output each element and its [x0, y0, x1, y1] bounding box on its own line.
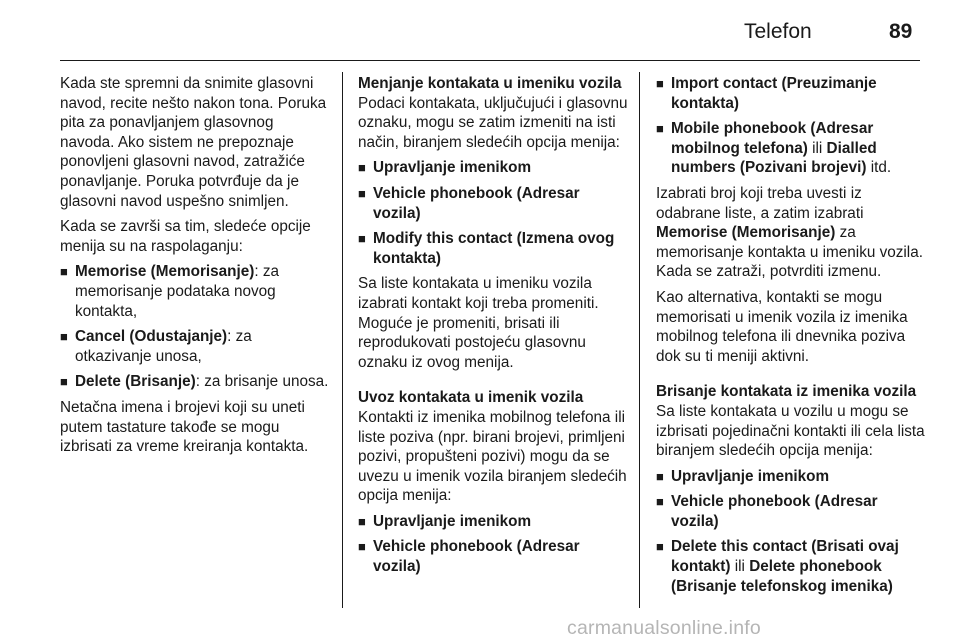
list-item: ■ Upravljanje imenikom	[656, 467, 830, 485]
spacer	[656, 372, 926, 382]
bullet-list	[358, 158, 630, 268]
column-divider-1	[342, 72, 343, 608]
watermark: carmanualsonline.info	[567, 617, 761, 639]
spacer	[358, 378, 630, 388]
bullet-list	[656, 74, 926, 178]
paragraph: Kada se završi sa tim, sledeće opcije menija su na raspolaganju:	[60, 218, 311, 255]
list-item: ■ Upravljanje imenikom	[358, 159, 532, 177]
page-number: 89	[889, 20, 913, 43]
paragraph: Sa liste kontakata u imeniku vozila izabrati kontakt koji treba promeniti. Moguće je promeniti, brisati ili reprodukovati postojeću glasovnu oznaku iz ovog menija.	[358, 275, 599, 371]
paragraph: Kontakti iz imenika mobilnog telefona ili liste poziva (npr. birani brojevi, primljeni pozivi, propušteni pozivi) mogu da se uvezu u imenik vozila biranjem sledećih opcija menija:	[358, 408, 627, 505]
paragraph: Podaci kontakata, uključujući i glasovnu oznaku, mogu se zatim izmeniti na isti način, biranjem sledećih opcija menija:	[358, 94, 628, 151]
bullet-icon: ■	[358, 513, 366, 529]
header-rule	[60, 60, 920, 61]
bullet-list	[60, 262, 332, 392]
bullet-list	[358, 512, 630, 577]
list-item: ■ Mobile phonebook (Adresar mobilnog telefona) ili Dialled numbers (Pozivani brojevi) itd.	[656, 120, 892, 177]
bullet-icon: ■	[656, 539, 664, 555]
list-item: ■ Cancel (Odustajanje): za otkazivanje unosa,	[60, 328, 252, 365]
bullet-icon: ■	[656, 76, 664, 91]
column-1	[60, 74, 332, 463]
bullet-icon: ■	[358, 160, 366, 176]
list-item: ■ Modify this contact (Izmena ovog kontakta)	[358, 230, 615, 267]
bullet-list	[656, 467, 926, 597]
list-item: ■ Vehicle phonebook (Adresar vozila)	[656, 493, 878, 530]
section-heading: Uvoz kontakata u imenik vozila	[358, 389, 584, 407]
column-2	[358, 74, 630, 583]
bullet-icon: ■	[358, 539, 366, 555]
bullet-icon: ■	[656, 468, 664, 484]
column-3	[656, 74, 926, 602]
list-item: ■ Upravljanje imenikom	[358, 512, 532, 530]
list-item: ■ Delete (Brisanje): za brisanje unosa.	[60, 373, 329, 391]
column-divider-2	[639, 72, 640, 608]
paragraph: Izabrati broj koji treba uvesti iz odabrane liste, a zatim izabrati Memorise (Memorisanje) za memorisanje kontakta u imeniku vozila. Kada se zatraži, potvrditi izmenu.	[656, 184, 923, 281]
list-item: ■ Vehicle phonebook (Adresar vozila)	[358, 184, 580, 222]
section-heading: Brisanje kontakata iz imenika vozila	[656, 383, 917, 401]
list-item: ■ Vehicle phonebook (Adresar vozila)	[358, 538, 580, 576]
bullet-icon: ■	[358, 185, 366, 201]
section-heading: Menjanje kontakata u imeniku vozila	[358, 75, 622, 92]
page-header	[0, 14, 960, 54]
bullet-icon: ■	[60, 329, 68, 345]
paragraph: Sa liste kontakata u vozilu u mogu se izbrisati pojedinačni kontakti ili cela lista biranjem sledećih opcija menija:	[656, 402, 925, 460]
list-item: ■ Import contact (Preuzimanje kontakta)	[656, 75, 877, 112]
bullet-icon: ■	[656, 121, 664, 137]
paragraph: Netačna imena i brojevi koji su uneti putem tastature takođe se mogu izbrisati za vreme kreiranja kontakta.	[60, 398, 309, 456]
paragraph: Kada ste spremni da snimite glasovni navod, recite nešto nakon tona. Poruka pita za ponavljanjem glasovnog navoda. Ako sistem ne prepoznaje ponovljeni glasovni navod, zatražiće ponavljanje. Poruka potvrđuje da je glasovni navod uspešno snimljen.	[60, 75, 327, 210]
page-title: Telefon	[744, 20, 812, 43]
list-item: ■ Memorise (Memorisanje): za memorisanje podataka novog kontakta,	[60, 263, 280, 320]
paragraph: Kao alternativa, kontakti se mogu memorisati u imenik vozila iz imenika mobilnog telefona ili dnevnika poziva dok su ti meniji aktivni.	[656, 288, 908, 365]
bullet-icon: ■	[358, 231, 366, 247]
list-item: ■ Delete this contact (Brisati ovaj kontakt) ili Delete phonebook (Brisanje telefonskog imenika)	[656, 538, 899, 595]
bullet-icon: ■	[656, 494, 664, 510]
bullet-icon: ■	[60, 374, 68, 390]
bullet-icon: ■	[60, 264, 68, 280]
